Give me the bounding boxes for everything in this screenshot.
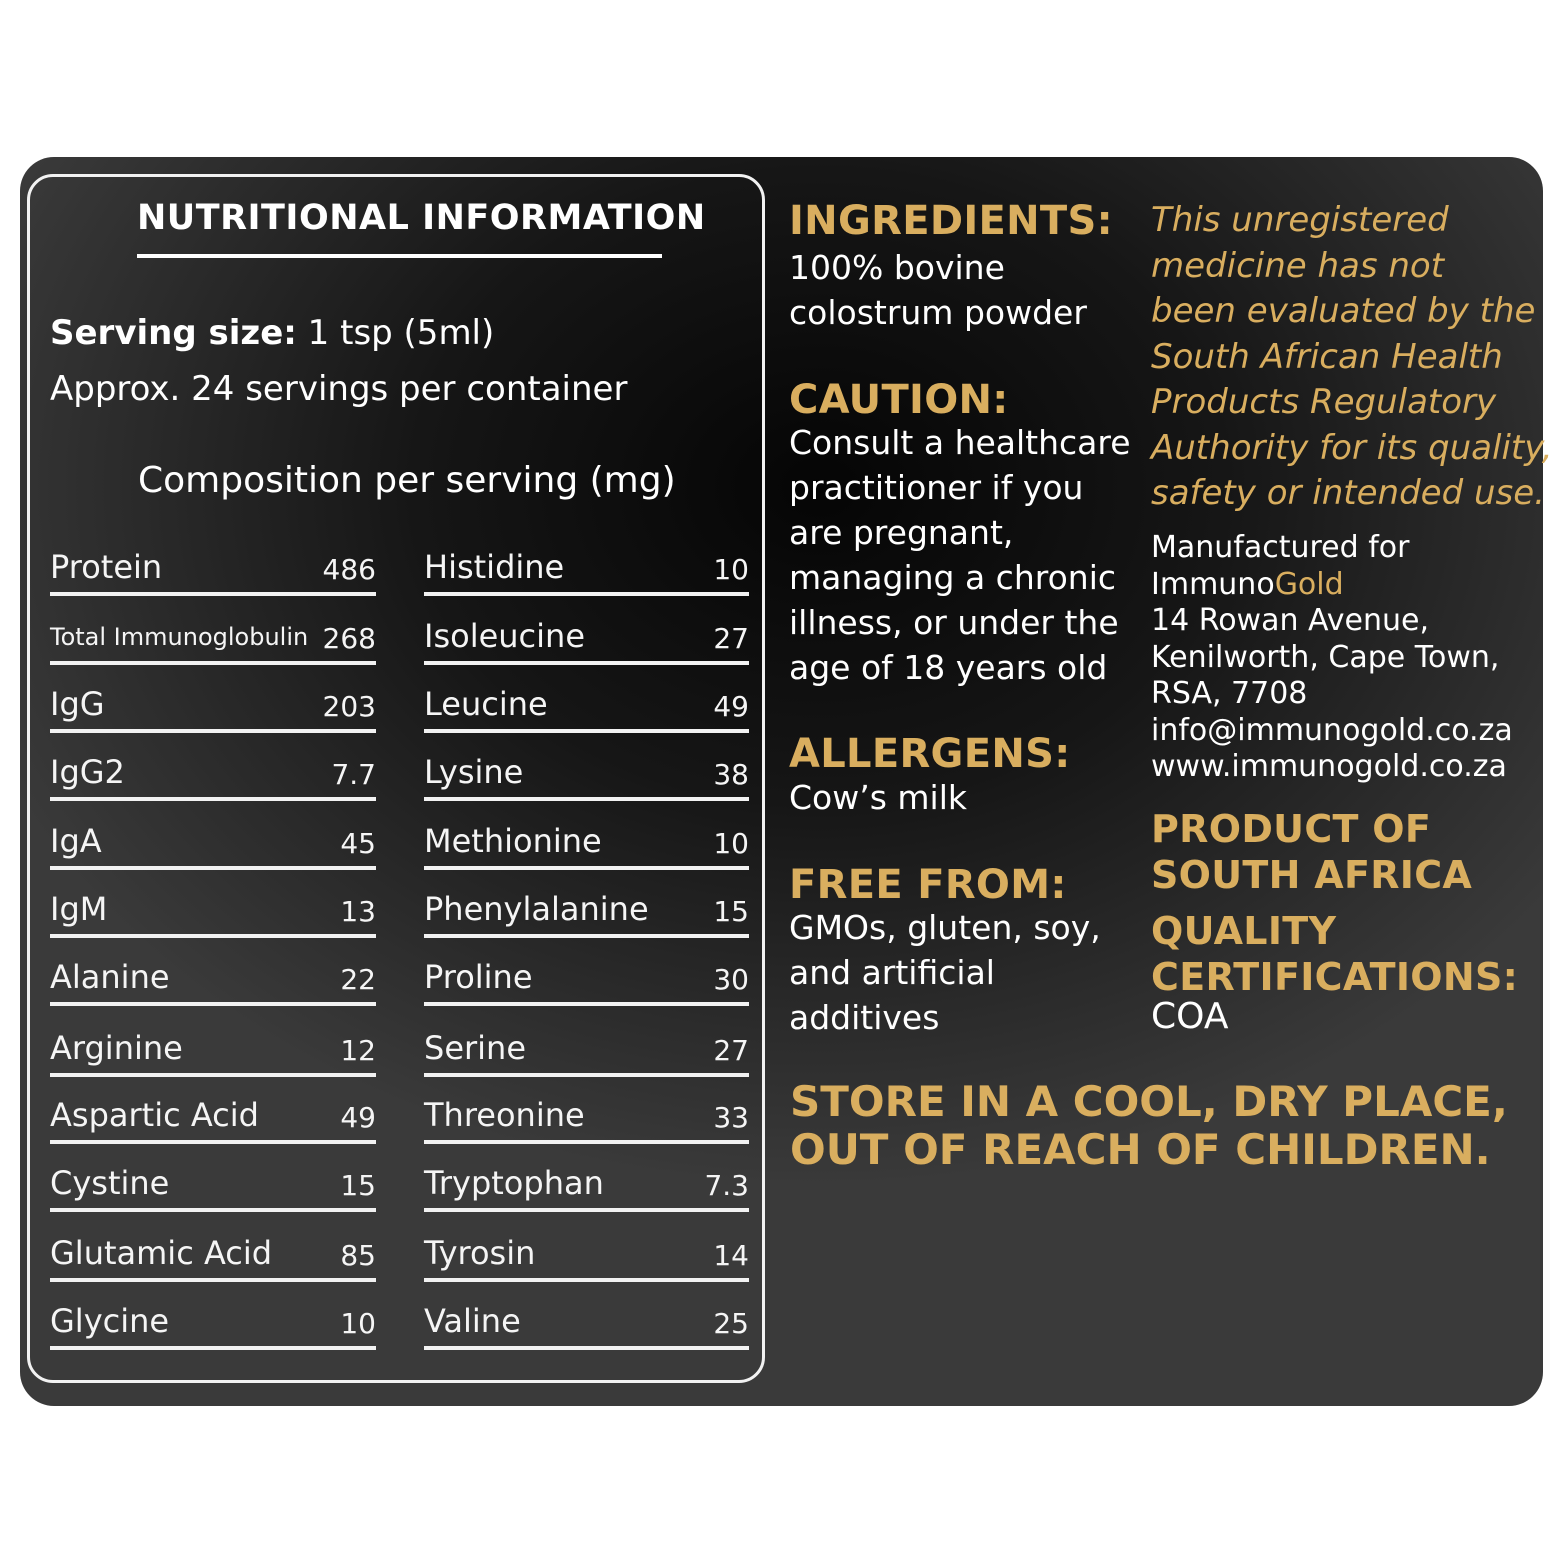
- nutrient-row: [50, 663, 376, 733]
- nutrient-row: [424, 731, 749, 801]
- nutrient-row: [50, 526, 376, 596]
- text-line: South African Health: [1151, 336, 1503, 377]
- nutrient-name: Histidine: [424, 548, 565, 586]
- text-line: medicine has not: [1151, 245, 1445, 286]
- serving-size-value: 1 tsp (5ml): [296, 313, 495, 353]
- nutrient-row: [424, 526, 749, 596]
- manufacturer-block: [1151, 530, 1513, 786]
- text-line: managing a chronic: [789, 558, 1117, 597]
- text-line: illness, or under the: [789, 603, 1119, 642]
- nutrient-value: 15: [713, 895, 749, 928]
- text-line: additives: [789, 998, 940, 1037]
- text-line: and artificial: [789, 953, 995, 992]
- nutrient-name: IgG2: [50, 753, 125, 791]
- nutrient-value: 14: [713, 1239, 749, 1272]
- text-line: age of 18 years old: [789, 648, 1108, 687]
- title-underline: [137, 254, 662, 258]
- nutrient-value: 10: [713, 827, 749, 860]
- text-line: OUT OF REACH OF CHILDREN.: [790, 1125, 1491, 1174]
- nutrient-row: [50, 1074, 376, 1144]
- text-line: Cow’s milk: [789, 778, 967, 817]
- text-line: STORE IN A COOL, DRY PLACE,: [790, 1077, 1508, 1126]
- nutrient-name: Valine: [424, 1302, 521, 1340]
- text-line: colostrum powder: [789, 293, 1087, 332]
- ingredients-heading: INGREDIENTS:: [789, 198, 1113, 244]
- nutrient-name: Leucine: [424, 685, 548, 723]
- nutrient-value: 85: [340, 1239, 376, 1272]
- quality-heading: [1151, 908, 1518, 1000]
- nutrient-row: [50, 1212, 376, 1282]
- nutrient-value: 22: [340, 963, 376, 996]
- free-from-heading: FREE FROM:: [789, 862, 1067, 908]
- nutrient-value: 27: [713, 1034, 749, 1067]
- nutrient-value: 38: [713, 758, 749, 791]
- text-line: are pregnant,: [789, 513, 1014, 552]
- nutrient-row: [424, 1074, 749, 1144]
- nutrient-value: 45: [340, 827, 376, 860]
- nutrient-row: [424, 800, 749, 870]
- nutrient-value: 49: [340, 1101, 376, 1134]
- nutrient-name: Glycine: [50, 1302, 170, 1340]
- nutrient-value: 203: [322, 690, 376, 723]
- nutrient-value: 10: [713, 553, 749, 586]
- text-line: Products Regulatory: [1151, 382, 1497, 422]
- text-line: Authority for its quality,: [1151, 427, 1553, 468]
- nutrient-name: Isoleucine: [424, 617, 585, 655]
- nutrient-name: Tyrosin: [424, 1234, 536, 1272]
- nutrient-name: IgA: [50, 822, 102, 860]
- nutrient-name: Cystine: [50, 1164, 170, 1202]
- nutrient-name: Proline: [424, 958, 533, 996]
- text-line: This unregistered: [1151, 200, 1449, 240]
- text-line: Consult a healthcare: [789, 423, 1131, 462]
- nutrient-value: 15: [340, 1169, 376, 1202]
- manufacturer-label: Manufactured for: [1151, 530, 1410, 565]
- text-line: safety or intended use.: [1151, 473, 1545, 513]
- nutrient-name: Glutamic Acid: [50, 1234, 273, 1272]
- nutrient-name: Methionine: [424, 822, 602, 860]
- composition-heading: Composition per serving (mg): [138, 460, 676, 501]
- email-text: info@immunogold.co.za: [1151, 712, 1513, 748]
- nutrient-value: 30: [713, 963, 749, 996]
- caution-heading: CAUTION:: [789, 377, 1009, 423]
- allergens-heading: ALLERGENS:: [789, 731, 1071, 777]
- nutrient-name: IgM: [50, 890, 108, 928]
- brand-name: [1151, 567, 1513, 604]
- nutrient-name: IgG: [50, 685, 105, 723]
- nutrient-value: 486: [322, 553, 376, 586]
- text-line: 100% bovine: [789, 248, 1005, 287]
- nutrient-name: Threonine: [424, 1096, 585, 1134]
- quality-value: COA: [1151, 996, 1229, 1037]
- brand-part-gold: Gold: [1274, 566, 1344, 602]
- nutrient-value: 7.3: [704, 1169, 749, 1202]
- nutrient-name: Phenylalanine: [424, 890, 649, 928]
- nutrient-row: [50, 1142, 376, 1212]
- brand-part-immuno: Immuno: [1151, 566, 1275, 602]
- nutrient-row: [424, 1142, 749, 1212]
- nutrient-name: Arginine: [50, 1029, 183, 1067]
- address-line: Kenilworth, Cape Town,: [1151, 639, 1500, 675]
- allergens-text: [789, 775, 967, 820]
- nutrient-row: [50, 868, 376, 938]
- address-line: RSA, 7708: [1151, 676, 1308, 711]
- serving-size-label: Serving size:: [50, 313, 297, 353]
- ingredients-text: [789, 245, 1087, 335]
- text-line: been evaluated by the: [1151, 291, 1536, 331]
- nutrient-row: [50, 595, 376, 665]
- nutrient-value: 33: [713, 1101, 749, 1134]
- regulatory-disclaimer: [1151, 198, 1553, 517]
- servings-per-container: Approx. 24 servings per container: [50, 369, 628, 409]
- nutrient-name: Serine: [424, 1029, 527, 1067]
- nutrient-name: Alanine: [50, 958, 170, 996]
- nutrient-row: [50, 1007, 376, 1077]
- nutrient-value: 7.7: [331, 758, 376, 791]
- origin-heading: [1151, 806, 1472, 898]
- nutrient-name: Tryptophan: [424, 1164, 604, 1202]
- text-line: CERTIFICATIONS:: [1151, 955, 1519, 999]
- nutrient-value: 27: [713, 622, 749, 655]
- nutrient-value: 49: [713, 690, 749, 723]
- nutrient-value: 12: [340, 1034, 376, 1067]
- address-line: 14 Rowan Avenue,: [1151, 603, 1430, 638]
- free-from-text: [789, 905, 1101, 1040]
- nutrient-value: 25: [713, 1307, 749, 1340]
- text-line: QUALITY: [1151, 909, 1337, 953]
- nutrient-value: 10: [340, 1307, 376, 1340]
- nutrient-name: Total Immunoglobulin: [50, 623, 309, 651]
- nutrition-title: NUTRITIONAL INFORMATION: [137, 198, 706, 238]
- serving-size: [50, 313, 494, 353]
- text-line: practitioner if you: [789, 468, 1084, 507]
- nutrient-row: [424, 595, 749, 665]
- nutrient-name: Lysine: [424, 753, 524, 791]
- nutrient-row: [424, 936, 749, 1006]
- nutrient-row: [50, 936, 376, 1006]
- caution-text: [789, 420, 1131, 690]
- text-line: SOUTH AFRICA: [1151, 853, 1473, 897]
- nutrient-row: [50, 731, 376, 801]
- nutrient-name: Aspartic Acid: [50, 1096, 259, 1134]
- text-line: PRODUCT OF: [1151, 807, 1432, 851]
- nutrient-row: [424, 1007, 749, 1077]
- nutrient-row: [424, 1280, 749, 1350]
- nutrient-name: Protein: [50, 548, 163, 586]
- nutrient-value: 268: [322, 622, 376, 655]
- nutrient-row: [424, 663, 749, 733]
- nutrient-row: [50, 1280, 376, 1350]
- nutrient-row: [424, 1212, 749, 1282]
- text-line: GMOs, gluten, soy,: [789, 908, 1101, 947]
- website-text: www.immunogold.co.za: [1151, 749, 1507, 784]
- nutrient-row: [424, 868, 749, 938]
- nutrient-value: 13: [340, 895, 376, 928]
- storage-instructions: [790, 1078, 1508, 1174]
- nutrient-row: [50, 800, 376, 870]
